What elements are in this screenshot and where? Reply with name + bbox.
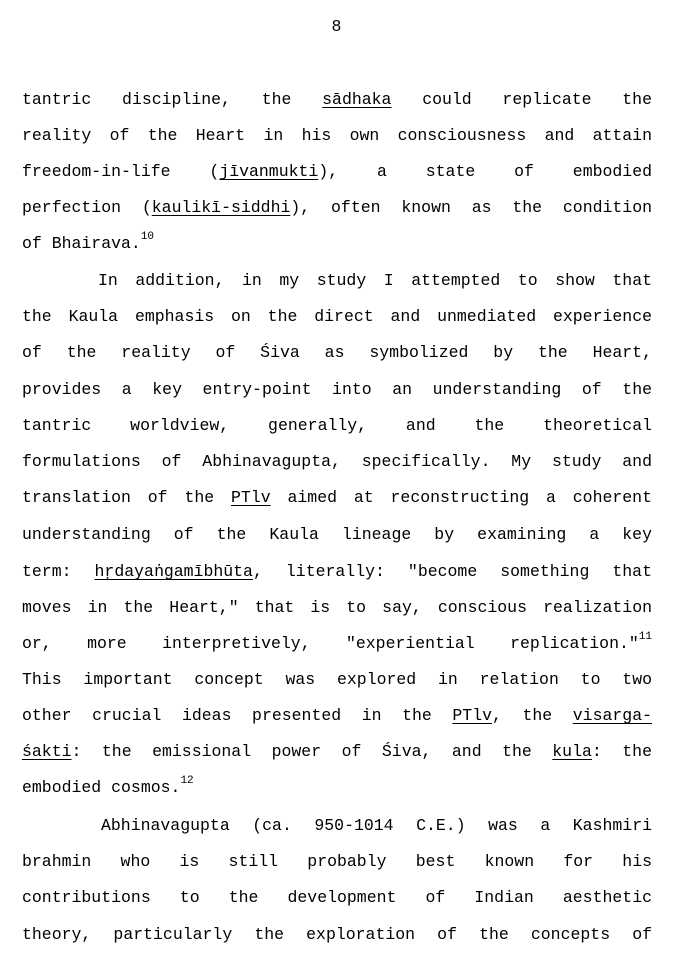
text-line <box>22 597 652 619</box>
text-line <box>22 451 652 473</box>
text-run: : the <box>591 742 652 761</box>
underlined-term: PTlv <box>231 488 271 507</box>
text-run: , the <box>492 706 573 725</box>
footnote-marker: 10 <box>140 231 155 243</box>
text-run: of Bhairava. <box>22 234 141 253</box>
text-run: embodied cosmos. <box>22 778 181 797</box>
page-number: 8 <box>331 17 342 36</box>
text-line <box>22 487 652 509</box>
text-run: , literally: "become something that <box>252 562 652 581</box>
text-run: moves in the Heart," that is to say, conscious realization <box>22 598 652 617</box>
text-run: freedom-in-life ( <box>22 162 220 181</box>
text-line <box>22 197 652 219</box>
footnote-marker: 12 <box>180 775 194 787</box>
underlined-term: PTlv <box>452 706 493 725</box>
text-run: of the reality of Śiva as symbolized by the Heart, <box>22 343 652 362</box>
text-line <box>22 161 652 183</box>
text-run: In addition, in my study I attempted to show that <box>98 271 652 290</box>
text-run: Abhinavagupta (ca. 950-1014 C.E.) was a Kashmiri <box>101 816 652 835</box>
underlined-term: jīvanmukti <box>219 162 319 181</box>
text-line <box>22 851 652 873</box>
text-line <box>22 415 652 437</box>
text-line <box>22 306 652 328</box>
text-run: formulations of Abhinavagupta, specifically. My study and <box>22 452 652 471</box>
underlined-term: visarga- <box>572 706 652 725</box>
text-line <box>22 741 652 763</box>
text-line <box>22 342 652 364</box>
text-line <box>22 89 652 111</box>
text-line <box>101 815 652 837</box>
text-line <box>22 777 652 799</box>
text-line <box>22 633 652 655</box>
text-run: perfection ( <box>22 198 152 217</box>
text-run: could replicate the <box>391 90 652 109</box>
text-line <box>22 233 652 255</box>
text-run: understanding of the Kaula lineage by examining a key <box>22 525 652 544</box>
text-run: tantric discipline, the <box>22 90 323 109</box>
text-line <box>22 669 652 691</box>
underlined-term: sādhaka <box>322 90 392 109</box>
footnote-marker: 11 <box>638 631 652 643</box>
text-run: reality of the Heart in his own consciousness and attain <box>22 126 652 145</box>
text-line <box>22 705 652 727</box>
text-run: other crucial ideas presented in the <box>22 706 453 725</box>
text-run: provides a key entry-point into an understanding of the <box>22 380 652 399</box>
text-line <box>98 270 652 292</box>
text-line <box>22 561 652 583</box>
text-run: brahmin who is still probably best known for his <box>22 852 652 871</box>
text-line <box>22 887 652 909</box>
text-line <box>22 524 652 546</box>
text-run: tantric worldview, generally, and the theoretical <box>22 416 652 435</box>
underlined-term: śakti <box>22 742 72 761</box>
text-run: contributions to the development of Indian aesthetic <box>22 888 652 907</box>
text-run: theory, particularly the exploration of the concepts of <box>22 925 652 944</box>
text-line <box>22 379 652 401</box>
text-line <box>22 125 652 147</box>
text-run: ), a state of embodied <box>318 162 653 181</box>
underlined-term: hṛdayaṅgamībhūta <box>94 562 253 581</box>
text-run: aimed at reconstructing a coherent <box>270 488 652 507</box>
text-run: term: <box>22 562 95 581</box>
underlined-term: kaulikī-siddhi <box>151 198 291 217</box>
text-run: ), often known as the condition <box>290 198 653 217</box>
text-run: or, more interpretively, "experiential replication." <box>22 634 639 653</box>
text-run: This important concept was explored in relation to two <box>22 670 652 689</box>
underlined-term: kula <box>552 742 592 761</box>
text-line <box>22 924 652 946</box>
text-run: : the emissional power of Śiva, and the <box>71 742 553 761</box>
text-run: the Kaula emphasis on the direct and unmediated experience <box>22 307 652 326</box>
text-run: translation of the <box>22 488 232 507</box>
